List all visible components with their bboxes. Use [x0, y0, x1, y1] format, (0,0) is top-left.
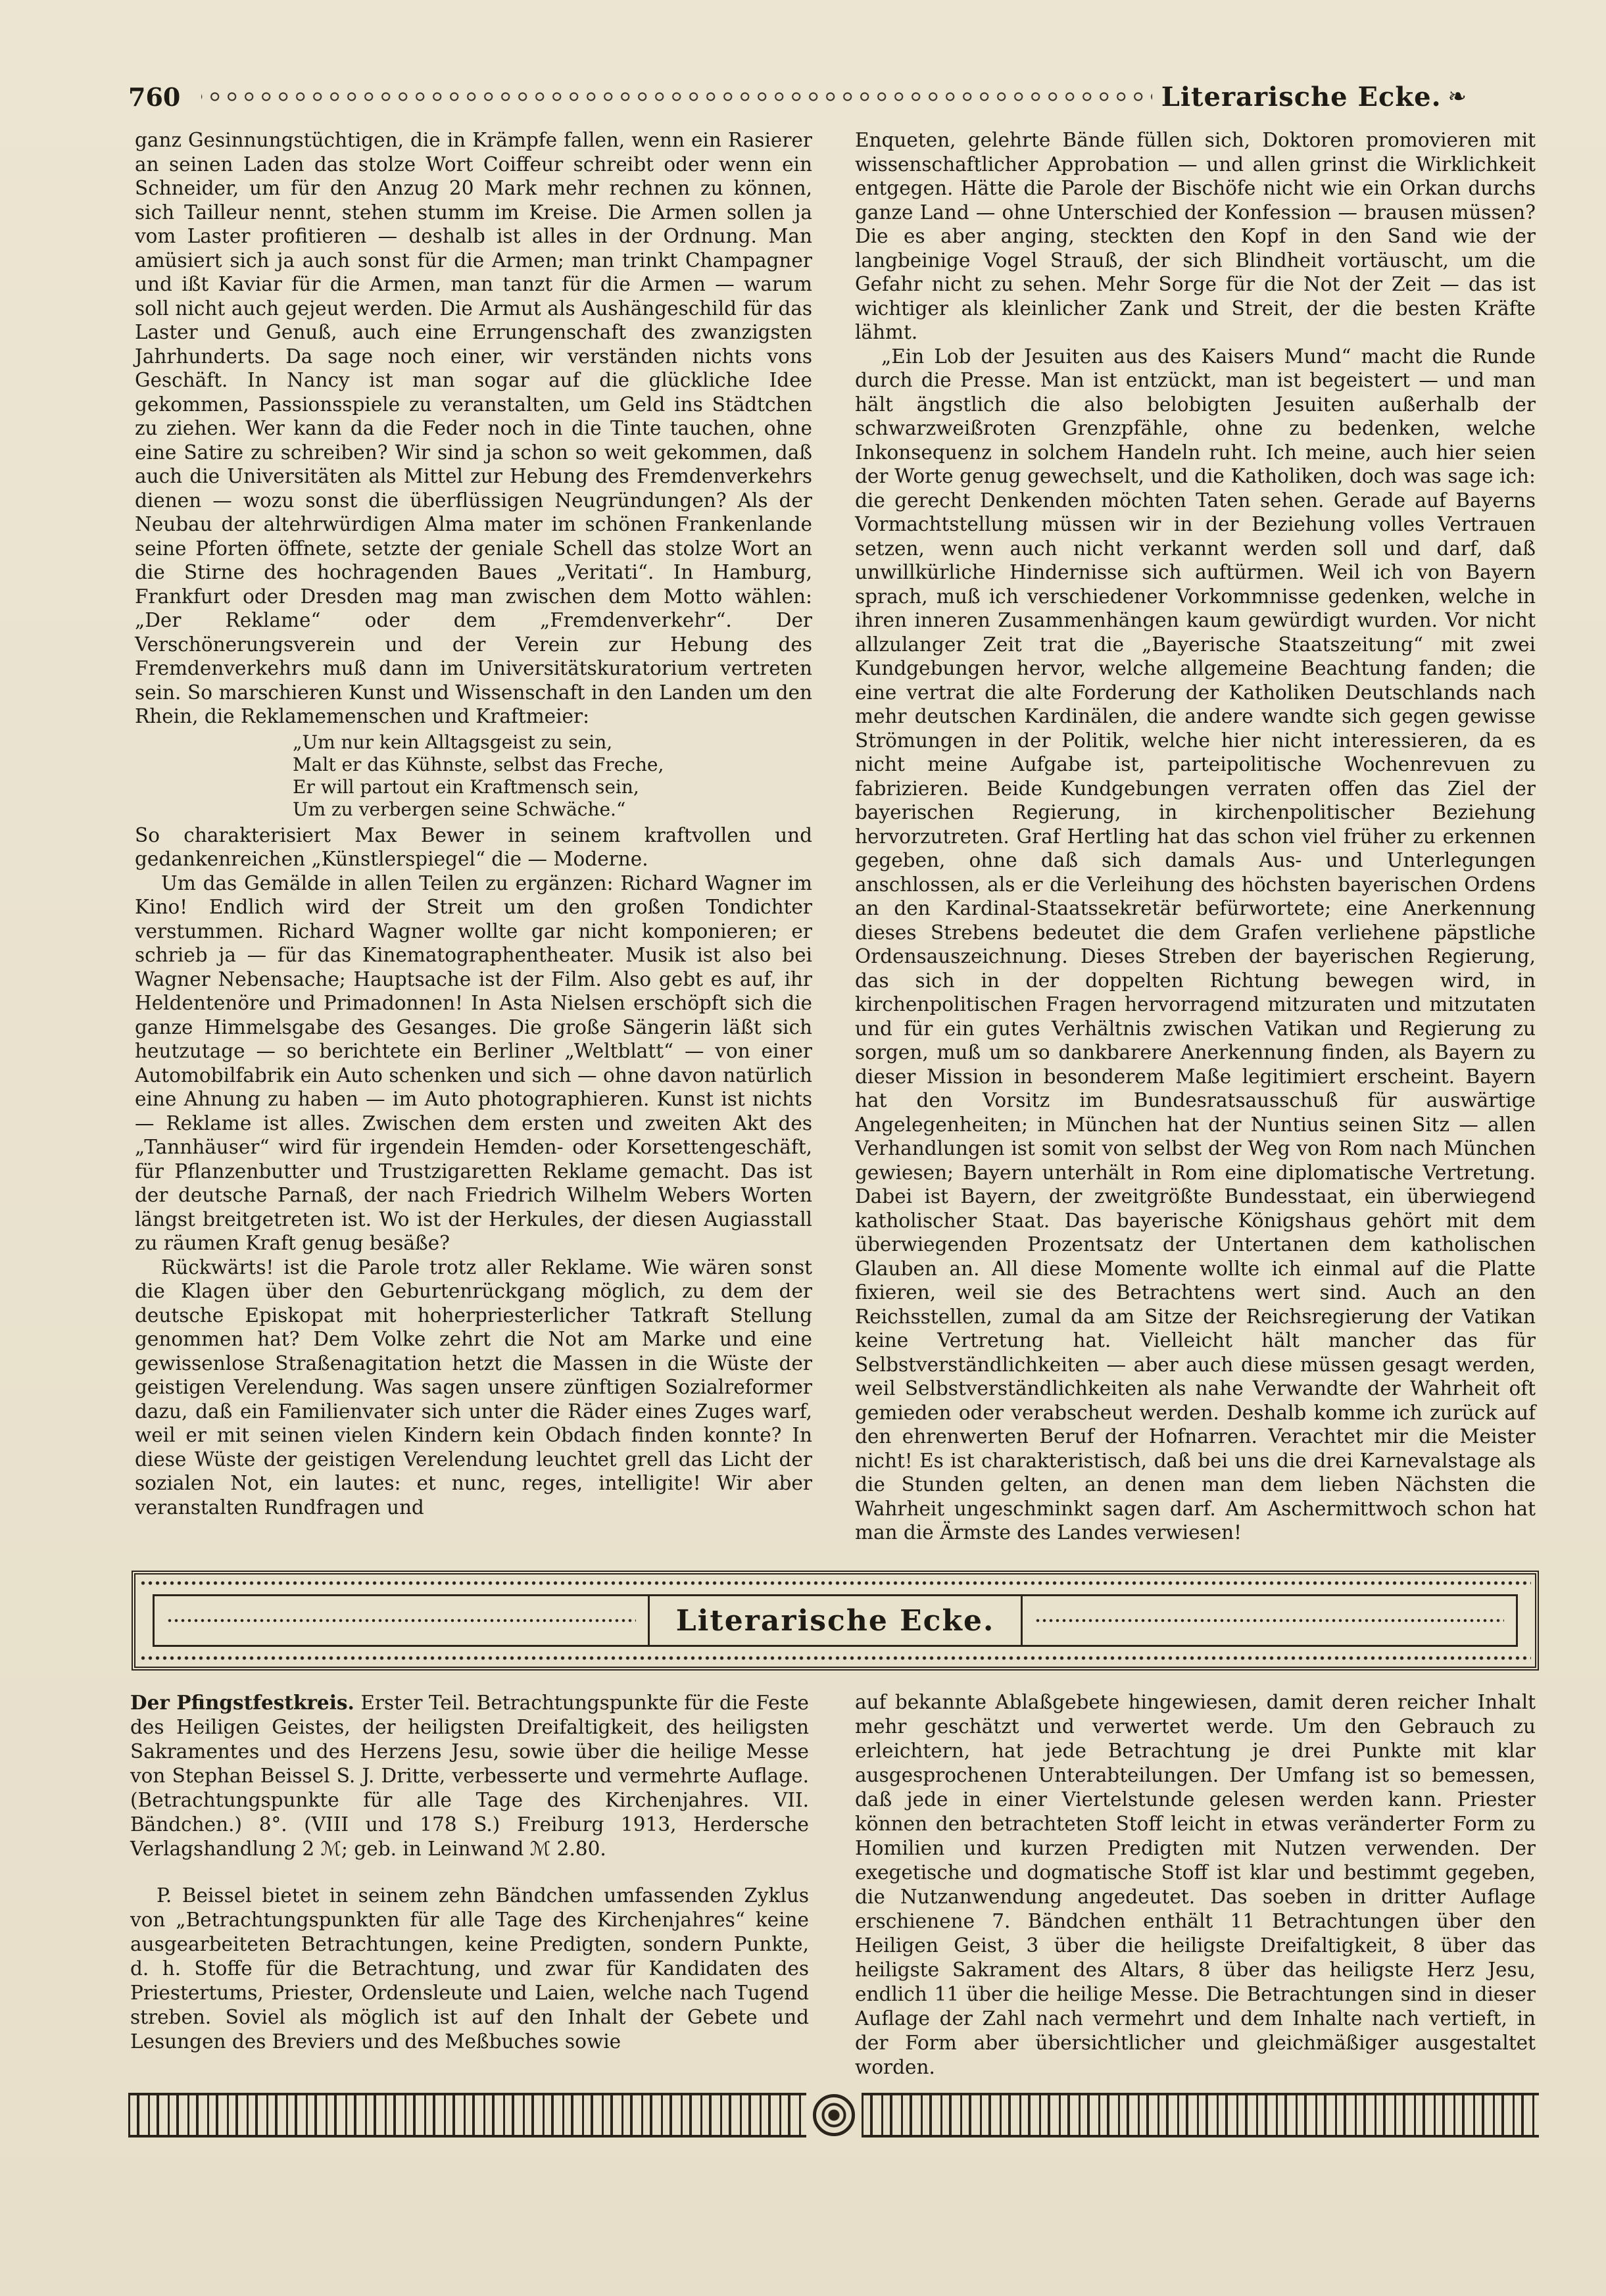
- poem-quote: [293, 731, 812, 821]
- running-title: Literarische Ecke.: [1161, 81, 1442, 112]
- ornament-band-right: [862, 2093, 1540, 2137]
- banner-dots-right: [1034, 1618, 1504, 1623]
- header-ornament-line: [201, 91, 1152, 103]
- paragraph: auf bekannte Ablaßgebete hingewiesen, damit deren reicher Inhalt mehr geschätzt und verwertet werde. Um den Gebrauch zu erleichtern, hat jede Betrachtung je drei Punkte mit klar ausgesprochenen Unterabteilungen. Der Umfang ist so bemessen, daß jede in einer Viertelstunde gelesen werden kann. Priester können den betrachteten Stoff leicht in etwas veränderter Form zu Homilien und kurzen Predigten mit Nutzen verwenden. Der exegetische und dogmatische Stoff ist klar und bestimmt gegeben, die Nutzanwendung angedeutet. Das soeben in dritter Auflage erschienene 7. Bändchen enthält 11 Betrachtungen über den Heiligen Geist, 3 über die heiligste Dreifaltigkeit, 8 über das heiligste Sakrament des Altars, 8 über das heiligste Herz Jesu, endlich 11 über die heilige Messe. Die Betrachtungen sind in dieser Auflage der Zahl nach vermehrt und dem Inhalte nach vertieft, in der Form aber übersichtlicher und gleichmäßiger ausgestaltet worden.: [855, 1691, 1536, 2078]
- article-column-right: [855, 128, 1536, 1545]
- section-banner: [132, 1571, 1539, 1671]
- book-details: Erster Teil. Betrachtungspunkte für die Feste des Heiligen Geistes, der heiligsten Dreifaltigkeit, des heiligsten Sakramentes und des Herzens Jesu, sowie über die heilige Messe von Stephan Beissel S. J. Dritte, verbesserte und vermehrte Auflage. (Betrachtungspunkte für alle Tage des Kirchenjahres. VII. Bändchen.) 8°. (VIII und 178 S.) Freiburg 1913, Herdersche Verlagshandlung 2 ℳ; geb. in Leinwand ℳ 2.80.: [130, 1692, 809, 1860]
- paragraph: Enqueten, gelehrte Bände füllen sich, Doktoren promovieren mit wissenschaftlicher Approbation — und allen grinst die Wirklichkeit entgegen. Hätte die Parole der Bischöfe nicht wie ein Orkan durchs ganze Land — ohne Unterschied der Konfession — brausen müssen? Die es aber anging, steckten den Kopf in den Sand wie der langbeinige Vogel Strauß, der sich Blindheit vortäuscht, um die Gefahr nicht zu sehen. Mehr Sorge für die Not der Zeit — das ist wichtiger als kleinlicher Zank und Streit, der die besten Kräfte lähmt.: [855, 129, 1536, 343]
- section-title: Literarische Ecke.: [648, 1596, 1023, 1645]
- book-title: Der Pfingstfestkreis.: [130, 1691, 354, 1714]
- paragraph: ganz Gesinnungstüchtigen, die in Krämpfe fallen, wenn ein Rasierer an seinen Laden das stolze Wort Coiffeur schreibt oder wenn ein Schneider, um für den Anzug 20 Mark mehr rechnen zu können, sich Tailleur nennt, stehen stumm im Kreise. Die Armen sollen ja vom Laster profitieren — deshalb ist alles in der Ordnung. Man amüsiert sich ja auch sonst für die Armen; man trinkt Champagner und ißt Kaviar für die Armen, man tanzt für die Armen — warum soll nicht auch gejeut werden. Die Armut als Aushängeschild für das Laster und Genuß, auch eine Errungenschaft des zwanzigsten Jahrhunderts. Da sage noch einer, wir verständen nichts vons Geschäft. In Nancy ist man sogar auf die glückliche Idee gekommen, Passionsspiele zu veranstalten, um Geld ins Städtchen zu ziehen. Wer kann da die Feder noch in die Tinte tauchen, ohne eine Satire zu schreiben? Wir sind ja schon so weit gekommen, daß auch die Universitäten als Mittel zur Hebung des Fremdenverkehrs dienen — wozu sonst die überflüssigen Neugründungen? Als der Neubau der altehrwürdigen Alma mater im schönen Frankenlande seine Pforten öffnete, setzte der geniale Schell das stolze Wort an die Stirne des hochragenden Baues „Veritati“. In Hamburg, Frankfurt oder Dresden mag man zwischen dem Motto wählen: „Der Reklame“ oder dem „Fremdenverkehr“. Der Verschönerungsverein und der Verein zur Hebung des Fremdenverkehrs muß dann im Universitätskuratorium vertreten sein. So marschieren Kunst und Wissenschaft in den Landen um den Rhein, die Reklamemenschen und Kraftmeier:: [135, 129, 812, 727]
- paragraph: Um das Gemälde in allen Teilen zu ergänzen: Richard Wagner im Kino! Endlich wird der Streit um den großen Tondichter verstummen. Richard Wagner wollte gar nicht komponieren; er schrieb ja — für das Kinematographentheater. Musik ist also bei Wagner Nebensache; Hauptsache ist der Film. Also gebt es auf, ihr Heldentenöre und Primadonnen! In Asta Nielsen erschöpft sich die ganze Himmelsgabe des Gesanges. Die große Sängerin läßt sich heutzutage — so berichtete ein Berliner „Weltblatt“ — von einer Automobilfabrik ein Auto schenken und sich — ohne davon natürlich eine Ahnung zu haben — im Auto photographieren. Kunst ist nichts — Reklame ist alles. Zwischen dem ersten und zweiten Akt des „Tannhäuser“ wird für irgendein Hemden- oder Korsettengeschäft, für Pflanzenbutter und Trustzigaretten Reklame gemacht. Das ist der deutsche Parnaß, der nach Friedrich Wilhelm Webers Worten längst breitgetreten ist. Wo ist der Herkules, der diesen Augiasstall zu räumen Kraft genug besäße?: [135, 871, 812, 1254]
- paragraph: So charakterisiert Max Bewer in seinem kraftvollen und gedankenreichen „Künstlerspiegel“ die — Moderne.: [135, 823, 812, 870]
- article-column-left: [135, 128, 812, 1519]
- poem-line: Um zu verbergen seine Schwäche.“: [293, 798, 626, 820]
- poem-line: Malt er das Kühnste, selbst das Freche,: [293, 753, 664, 775]
- poem-line: Er will partout ein Kraftmensch sein,: [293, 775, 639, 798]
- review-column-left: [130, 1690, 809, 2054]
- paragraph: „Ein Lob der Jesuiten aus des Kaisers Mund“ macht die Runde durch die Presse. Man ist entzückt, man ist begeistert — und man hält ängstlich die also belobigten Jesuiten außerhalb der schwarzweißroten Grenzpfähle, ohne zu bedenken, welche Inkonsequenz in solchem Handeln ruht. Ich meine, auch hier seien der Worte genug gewechselt, und die Katholiken, doch was sage ich: die gerecht Denkenden möchten Taten sehen. Gerade auf Bayerns Vormachtstellung müssen wir in der Beziehung volles Vertrauen setzen, wenn auch nicht verkannt werden soll und darf, daß unwillkürliche Hindernisse sich auftürmen. Weil ich von Bayern sprach, muß ich verschiedener Vorkommnisse gedenken, welche in ihren inneren Zusammenhängen kaum gewürdigt wurden. Vor nicht allzulanger Zeit trat die „Bayerische Staatszeitung“ mit zwei Kundgebungen hervor, welche allgemeine Beachtung fanden; die eine vertrat die alte Forderung der Katholiken Deutschlands nach mehr deutschen Kardinälen, die andere wandte sich gegen gewisse Strömungen in der Politik, welche hier nicht interessieren, da es nicht meine Aufgabe ist, parteipolitische Wochenrevuen zu fabrizieren. Beide Kundgebungen verraten offen das Ziel der bayerischen Regierung, in kirchenpolitischer Beziehung hervorzutreten. Graf Hertling hat das schon viel früher zu erkennen gegeben, ohne daß sich damals Aus- und Unterlegungen anschlossen, als er die Verleihung des höchsten bayerischen Ordens an den Kardinal-Staatssekretär befürwortete; eine Anerkennung dieses Strebens bedeutet die dem Grafen verliehene päpstliche Ordensauszeichnung. Dieses Streben der bayerischen Regierung, das sich in der doppelten Richtung bewegen wird, in kirchenpolitischen Fragen hervorragend mitzuraten und mitzutaten und für ein gutes Verhältnis zwischen Vatikan und Regierung zu sorgen, muß um so dankbarere Anerkennung finden, als Bayern zu dieser Mission in besonderem Maße legitimiert erscheint. Bayern hat den Vorsitz im Bundesratsausschuß für auswärtige Angelegenheiten; in München hat der Nuntius seinen Sitz — allen Verhandlungen ist somit von selbst der Weg von Rom nach München gewiesen; Bayern unterhält in Rom eine diplomatische Vertretung. Dabei ist Bayern, der zweitgrößte Bundesstaat, ein überwiegend katholischer Staat. Das bayerische Königshaus gehört mit dem überwiegenden Prozentsatz der Untertanen dem katholischen Glauben an. All diese Momente wollte ich einmal auf die Platte fixieren, weil sie des Betrachtens wert sind. Auch an den Reichsstellen, zumal da am Sitze der Reichsregierung der Vatikan keine Vertretung hat. Vielleicht hält mancher das für Selbstverständlichkeiten — aber auch diese müssen gesagt werden, weil Selbstverständlichkeiten als nahe Verwandte der Wahrheit oft gemieden oder verabscheut werden. Deshalb komme ich zurück auf den ehrenwerten Beruf der Hofnarren. Verachtet mir die Meister nicht! Es ist charakteristisch, daß bei uns die drei Karnevalstage als die Stunden gelten, an denen man dem lieben Nächsten die Wahrheit ungeschminkt sagen darf. Am Aschermittwoch schon hat man die Ärmste des Landes verwiesen!: [855, 345, 1536, 1544]
- review-intro: [130, 1690, 809, 1861]
- bottom-ornament: [128, 2091, 1539, 2139]
- rosette-icon: [813, 2094, 855, 2136]
- banner-dot-row: [139, 1655, 1531, 1661]
- banner-dot-row: [139, 1580, 1531, 1586]
- ornament-band-left: [128, 2093, 806, 2137]
- paragraph: P. Beissel bietet in seinem zehn Bändchen umfassenden Zyklus von „Betrachtungspunkten für alle Tage des Kirchenjahres“ keine ausgearbeiteten Betrachtungen, keine Predigten, sondern Punkte, d. h. Stoffe für die Betrachtung, und zwar für Kandidaten des Priestertums, Priester, Ordensleute und Laien, welche nach Tugend streben. Soviel als möglich ist auf den Inhalt der Gebete und Lesungen des Breviers und des Meßbuches sowie: [130, 1884, 809, 2053]
- banner-dots-left: [166, 1618, 636, 1623]
- header-end-ornament-icon: ❧: [1448, 84, 1467, 110]
- page-header: [128, 74, 1467, 120]
- page-number: 760: [128, 82, 181, 112]
- review-column-right: [855, 1690, 1536, 2080]
- spacer: [130, 1861, 809, 1884]
- banner-inner-frame: [153, 1594, 1518, 1647]
- paragraph: Rückwärts! ist die Parole trotz aller Reklame. Wie wären sonst die Klagen über den Geburtenrückgang möglich, zu dem der deutsche Episkopat mit hoherpriesterlicher Tatkraft Stellung genommen hat? Dem Volke zehrt die Not am Marke und eine gewissenlose Straßenagitation hetzt die Massen in die Wüste der geistigen Verelendung. Was sagen unsere zünftigen Sozialreformer dazu, daß ein Familienvater sich unter die Räder eines Zuges warf, weil er mit seinen vielen Kindern kein Obdach finden konnte? In diese Wüste der geistigen Verelendung leuchtet grell das Licht der sozialen Not, ein lautes: et nunc, reges, intelligite! Wir aber veranstalten Rundfragen und: [135, 1256, 812, 1519]
- poem-line: „Um nur kein Alltagsgeist zu sein,: [293, 731, 613, 753]
